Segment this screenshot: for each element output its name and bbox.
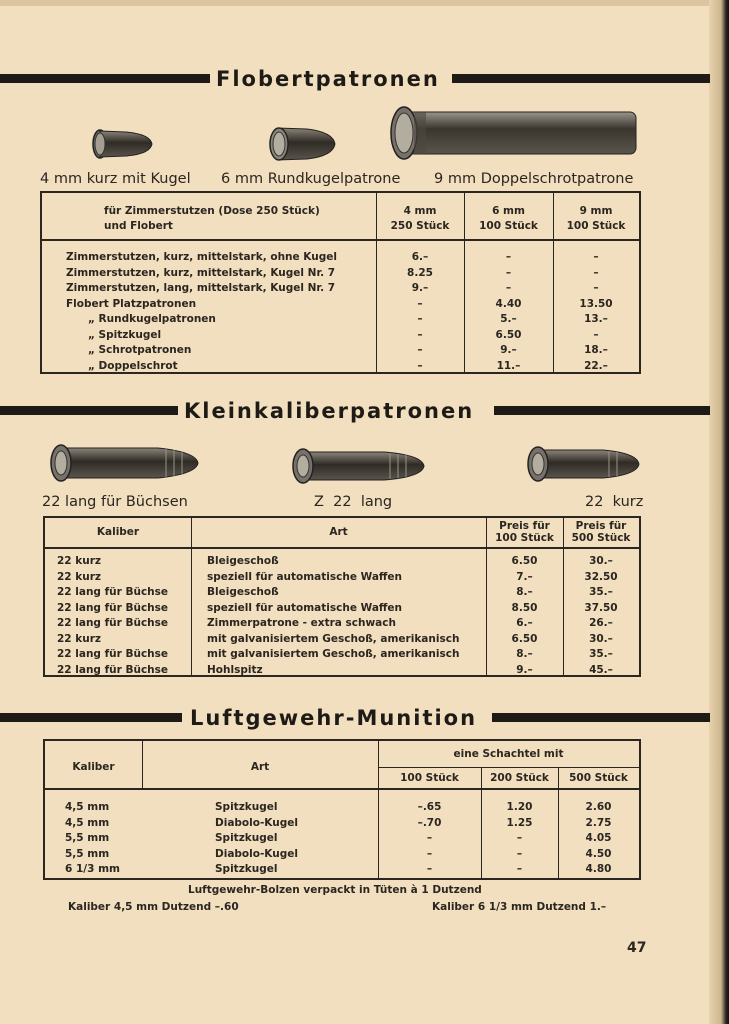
flobert-header-9mm-qty: 100 Stück xyxy=(566,220,626,232)
table-cell: 6.– xyxy=(411,251,429,263)
table-row: „ Doppelschrot xyxy=(88,359,178,372)
table-cell: mit galvanisiertem Geschoß, amerikanisch xyxy=(207,632,460,645)
table-cell: 30.– xyxy=(589,555,613,567)
table-cell: 8.– xyxy=(516,648,533,660)
table-cell: 5,5 mm xyxy=(65,847,110,860)
table-cell: – xyxy=(505,251,512,263)
table-cell: 8.50 xyxy=(511,601,538,614)
luftgewehr-note-bolzen: Luftgewehr-Bolzen verpackt in Tüten à 1 Dutzend xyxy=(188,884,482,896)
table-cell: 13.– xyxy=(584,313,608,325)
table-cell: 11.– xyxy=(496,359,521,372)
cartridge-4mm-icon xyxy=(90,124,156,164)
kk-header-preis-500: Preis für xyxy=(575,520,627,532)
table-cell: Bleigeschoß xyxy=(207,586,279,598)
table-cell: Spitzkugel xyxy=(215,801,278,813)
heading-rule-left xyxy=(0,74,210,83)
table-row: Zimmerstutzen, lang, mittelstark, Kugel Nr. 7 xyxy=(66,282,336,294)
table-cell: 4.80 xyxy=(585,863,612,875)
table-cell: – xyxy=(593,266,599,279)
kleinkaliber-table xyxy=(43,516,641,677)
flobert-9mm-column xyxy=(553,250,639,374)
caption-22-lang-buechsen: 22 lang für Büchsen xyxy=(42,494,188,510)
table-cell: 45.– xyxy=(589,663,613,676)
lg-header-art: Art xyxy=(250,761,270,773)
table-cell: – xyxy=(505,266,512,279)
table-cell: 9.– xyxy=(500,344,517,356)
table-cell: 9.– xyxy=(516,663,533,676)
table-cell: – xyxy=(417,344,423,356)
table-cell: – xyxy=(593,328,599,341)
lg-200-column xyxy=(481,800,558,878)
kleinkaliber-rows xyxy=(45,554,639,678)
table-cell: 13.50 xyxy=(579,297,613,310)
table-cell: – xyxy=(505,282,512,294)
caption-9mm: 9 mm Doppelschrotpatrone xyxy=(434,171,634,187)
lg-header-group: eine Schachtel mit xyxy=(453,748,564,760)
lg-header-200: 200 Stück xyxy=(490,772,549,784)
lg-header-500: 500 Stück xyxy=(569,772,628,784)
table-cell: Bleigeschoß xyxy=(207,555,279,567)
table-cell: – xyxy=(593,251,599,263)
table-cell: 8.– xyxy=(516,586,533,598)
table-cell: 1.20 xyxy=(506,801,533,813)
kk-header-preis-500-qty: 500 Stück xyxy=(571,532,631,544)
table-cell: Diabolo-Kugel xyxy=(215,816,298,829)
lg-header-100: 100 Stück xyxy=(400,772,459,784)
cartridge-22-lang-buechse-icon xyxy=(48,442,200,484)
page-number: 47 xyxy=(627,940,647,956)
flobert-heading-title: Flobertpatronen xyxy=(216,67,440,91)
flobert-header-9mm: 9 mm xyxy=(579,205,613,217)
table-cell: Diabolo-Kugel xyxy=(215,847,298,860)
header-divider xyxy=(45,788,639,790)
flobert-header-desc-2: und Flobert xyxy=(104,220,173,232)
table-cell: 5.– xyxy=(500,313,517,325)
kk-kaliber-column xyxy=(57,554,191,678)
table-cell: 2.60 xyxy=(585,801,612,813)
table-cell: –.65 xyxy=(417,801,442,813)
cartridge-6mm-icon xyxy=(267,124,337,164)
luftgewehr-heading xyxy=(0,703,712,733)
page-binding-edge xyxy=(709,0,729,1024)
table-cell: 8.25 xyxy=(407,266,433,279)
table-cell: 4.40 xyxy=(495,297,522,310)
table-cell: 6 1/3 mm xyxy=(65,863,120,875)
kk-header-art: Art xyxy=(329,526,348,538)
flobert-heading xyxy=(0,64,712,94)
flobert-desc-column xyxy=(66,250,376,374)
table-cell: – xyxy=(516,832,523,844)
table-row: Zimmerstutzen, kurz, mittelstark, ohne Kugel xyxy=(66,251,337,263)
cartridge-z22-lang-icon xyxy=(290,446,426,486)
table-cell: – xyxy=(593,282,599,294)
kleinkaliber-heading-title: Kleinkaliberpatronen xyxy=(184,399,475,423)
lg-100-column xyxy=(378,800,481,878)
table-cell: – xyxy=(426,832,433,844)
table-cell: 22 lang für Büchse xyxy=(57,663,169,676)
heading-rule-right xyxy=(452,74,710,83)
table-row: „ Schrotpatronen xyxy=(88,344,192,356)
kk-header-kaliber: Kaliber xyxy=(96,526,140,538)
table-cell: 22 lang für Büchse xyxy=(57,617,169,629)
table-cell: 6.50 xyxy=(511,632,538,645)
lg-art-column xyxy=(215,800,378,878)
flobert-4mm-column xyxy=(376,250,464,374)
caption-z22-lang: Z 22 lang xyxy=(314,494,393,510)
lg-500-column xyxy=(558,800,639,878)
table-cell: 4.05 xyxy=(585,832,612,844)
table-cell: Hohlspitz xyxy=(207,663,263,676)
table-row: Flobert Platzpatronen xyxy=(66,297,197,310)
heading-rule-left xyxy=(0,406,178,415)
table-row: Zimmerstutzen, kurz, mittelstark, Kugel Nr. 7 xyxy=(66,266,336,279)
flobert-6mm-column xyxy=(464,250,553,374)
luftgewehr-rows xyxy=(45,800,639,880)
table-cell: 22 kurz xyxy=(57,632,102,645)
kk-header-preis-100: Preis für xyxy=(499,520,550,532)
table-cell: – xyxy=(417,359,423,372)
table-cell: Spitzkugel xyxy=(215,832,278,844)
table-cell: 22 lang für Büchse xyxy=(57,648,169,660)
table-row: „ Rundkugelpatronen xyxy=(88,313,216,325)
table-cell: 26.– xyxy=(589,617,613,629)
heading-rule-right xyxy=(494,406,710,415)
lg-kaliber-column xyxy=(65,800,142,878)
kk-art-column xyxy=(207,554,486,678)
table-cell: 6.– xyxy=(516,617,533,629)
table-cell: 22 kurz xyxy=(57,570,102,583)
table-cell: 22 lang für Büchse xyxy=(57,586,169,598)
table-cell: 22.– xyxy=(584,359,608,372)
flobert-header-6mm: 6 mm xyxy=(492,205,525,217)
table-cell: 35.– xyxy=(589,648,613,660)
table-cell: 4,5 mm xyxy=(65,801,110,813)
heading-rule-left xyxy=(0,713,182,722)
table-cell: – xyxy=(417,313,423,325)
luftgewehr-table xyxy=(43,739,641,880)
table-cell: mit galvanisiertem Geschoß, amerikanisch xyxy=(207,648,460,660)
table-cell: – xyxy=(426,863,433,875)
luftgewehr-note-6-1-3mm: Kaliber 6 1/3 mm Dutzend 1.– xyxy=(432,901,607,913)
luftgewehr-note-4-5mm: Kaliber 4,5 mm Dutzend –.60 xyxy=(68,901,239,913)
table-cell: – xyxy=(426,847,433,860)
heading-rule-right xyxy=(492,713,710,722)
page-top-edge xyxy=(0,0,729,6)
caption-4mm: 4 mm kurz mit Kugel xyxy=(40,171,191,187)
table-cell: 4.50 xyxy=(585,847,612,860)
header-divider xyxy=(45,547,639,549)
table-cell: 5,5 mm xyxy=(65,832,110,844)
table-cell: – xyxy=(417,297,423,310)
cartridge-9mm-icon xyxy=(388,104,640,162)
table-cell: 4,5 mm xyxy=(65,816,110,829)
table-cell: speziell für automatische Waffen xyxy=(207,570,403,583)
table-cell: speziell für automatische Waffen xyxy=(207,601,403,614)
table-cell: 22 kurz xyxy=(57,555,102,567)
table-cell: 22 lang für Büchse xyxy=(57,601,169,614)
table-cell: 30.– xyxy=(589,632,613,645)
kk-header-preis-100-qty: 100 Stück xyxy=(495,532,554,544)
table-cell: 1.25 xyxy=(506,816,533,829)
flobert-rows xyxy=(42,250,639,374)
caption-6mm: 6 mm Rundkugelpatrone xyxy=(221,171,401,187)
table-row: „ Spitzkugel xyxy=(88,328,162,341)
lg-header-kaliber: Kaliber xyxy=(72,761,115,773)
table-cell: 37.50 xyxy=(584,601,618,614)
flobert-table xyxy=(40,191,641,374)
flobert-header-6mm-qty: 100 Stück xyxy=(479,220,538,232)
table-cell: – xyxy=(516,847,523,860)
flobert-header-4mm-qty: 250 Stück xyxy=(390,220,450,232)
cartridge-22-kurz-icon xyxy=(525,444,641,484)
table-cell: Spitzkugel xyxy=(215,863,278,875)
flobert-header-desc-1: für Zimmerstutzen (Dose 250 Stück) xyxy=(104,205,320,217)
kk-preis-500-column xyxy=(563,554,639,678)
luftgewehr-heading-title: Luftgewehr-Munition xyxy=(190,706,478,730)
header-divider xyxy=(42,239,639,241)
table-cell: Zimmerpatrone - extra schwach xyxy=(207,617,396,629)
table-cell: – xyxy=(417,328,423,341)
flobert-header-4mm: 4 mm xyxy=(403,205,437,217)
table-cell: 18.– xyxy=(584,344,608,356)
table-cell: 6.50 xyxy=(495,328,522,341)
table-cell: 2.75 xyxy=(585,816,612,829)
group-divider xyxy=(378,767,639,768)
table-cell: 35.– xyxy=(589,586,613,598)
table-cell: – xyxy=(516,863,523,875)
kleinkaliber-heading xyxy=(0,396,712,426)
table-cell: 32.50 xyxy=(584,570,618,583)
table-cell: 9.– xyxy=(411,282,429,294)
table-cell: 6.50 xyxy=(511,555,538,567)
kk-preis-100-column xyxy=(486,554,563,678)
caption-22-kurz: 22 kurz xyxy=(585,494,644,510)
table-cell: 7.– xyxy=(516,570,533,583)
table-cell: –.70 xyxy=(417,816,442,829)
